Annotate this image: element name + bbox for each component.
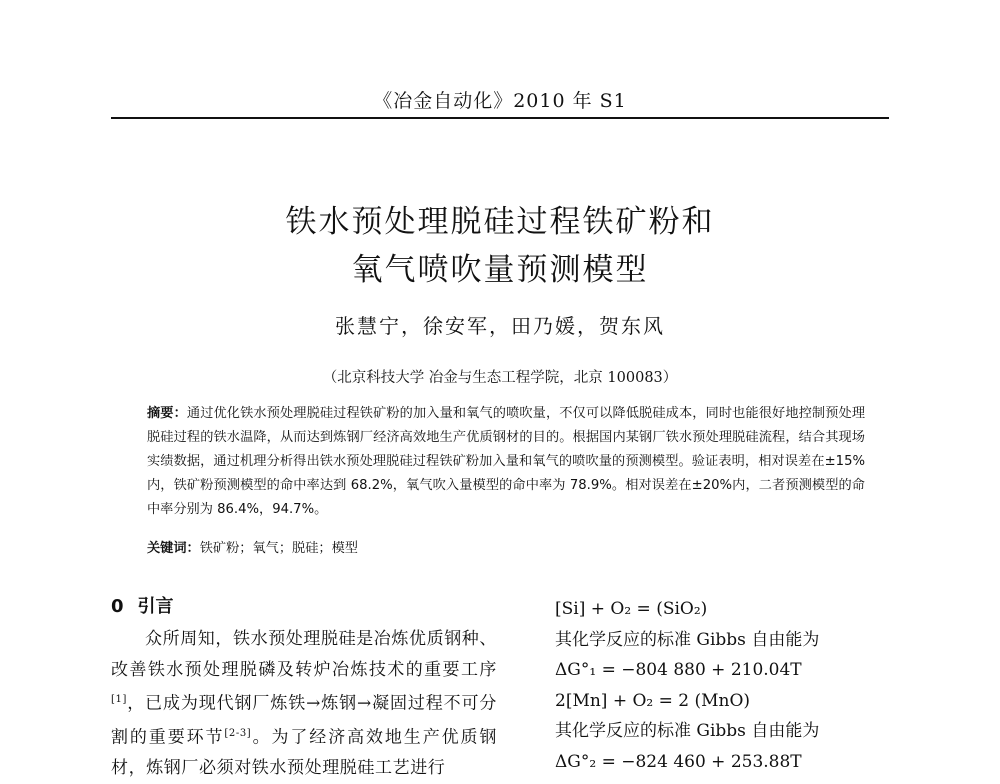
abstract-text: 通过优化铁水预处理脱硅过程铁矿粉的加入量和氧气的喷吹量，不仅可以降低脱硅成本，同时也能很好地控制预处理脱硅过程的铁水温降，从而达到炼钢厂经济高效地生产优质钢材的目的。根据国内某钢厂铁水预处理脱硅流程，结合其现场实绩数据，通过机理分析得出铁水预处理脱硅过程铁矿粉加入量和氧气的喷吹量的预测模型。验证表明，相对误差在±15%内，铁矿粉预测模型的命中率达到 68.2%，氧气吹入量模型的命中率为 78.9%。相对误差在±20%内，二者预测模型的命中率分别为 86.4%，94.7%。	[147, 406, 866, 517]
title-line-1: 铁水预处理脱硅过程铁矿粉和	[285, 204, 715, 240]
author-list: 张慧宁，徐安军，田乃媛，贺东风	[335, 314, 665, 338]
left-column	[111, 594, 497, 784]
paper-title	[0, 198, 1000, 294]
citation-ref-1: [1]	[111, 694, 127, 705]
gibbs-text-1: 其化学反应的标准 Gibbs 自由能为	[555, 629, 820, 650]
journal-header: 《冶金自动化》2010 年 S1	[373, 90, 627, 112]
intro-text-1: 众所周知，铁水预处理脱硅是冶炼优质钢种、改善铁水预处理脱磷及转炉冶炼技术的重要工序	[111, 629, 497, 680]
equation-gibbs-2: ΔG°₂ = −824 460 + 253.88T	[555, 751, 802, 772]
right-column	[555, 594, 895, 777]
section-number: 0	[111, 596, 124, 617]
title-line-2: 氧气喷吹量预测模型	[351, 252, 649, 288]
section-heading	[111, 594, 497, 624]
abstract-label: 摘要：	[147, 406, 187, 421]
keywords	[147, 537, 358, 556]
intro-text-3: 。为了经济高效地生产优质钢材，炼钢厂必须对铁水预处理脱硅工艺进行	[111, 727, 497, 779]
equation-si-oxidation: [Si] + O₂ = (SiO₂)	[555, 599, 708, 619]
header-rule	[111, 117, 889, 119]
keywords-label: 关键词：	[147, 541, 200, 556]
abstract	[147, 402, 865, 522]
keywords-text: 铁矿粉；氧气；脱硅；模型	[199, 541, 358, 556]
citation-ref-2: [2-3]	[224, 728, 252, 740]
equation-gibbs-1: ΔG°₁ = −804 880 + 210.04T	[555, 660, 802, 680]
affiliation: （北京科技大学 冶金与生态工程学院，北京 100083）	[322, 370, 678, 386]
intro-text-2: ，已成为现代钢厂炼铁→炼钢→凝固过程不可分割的重要环节	[111, 693, 497, 748]
gibbs-text-2: 其化学反应的标准 Gibbs 自由能为	[555, 721, 820, 741]
equation-mn-oxidation: 2[Mn] + O₂ = 2 (MnO)	[555, 690, 751, 711]
section-title: 引言	[137, 596, 174, 617]
